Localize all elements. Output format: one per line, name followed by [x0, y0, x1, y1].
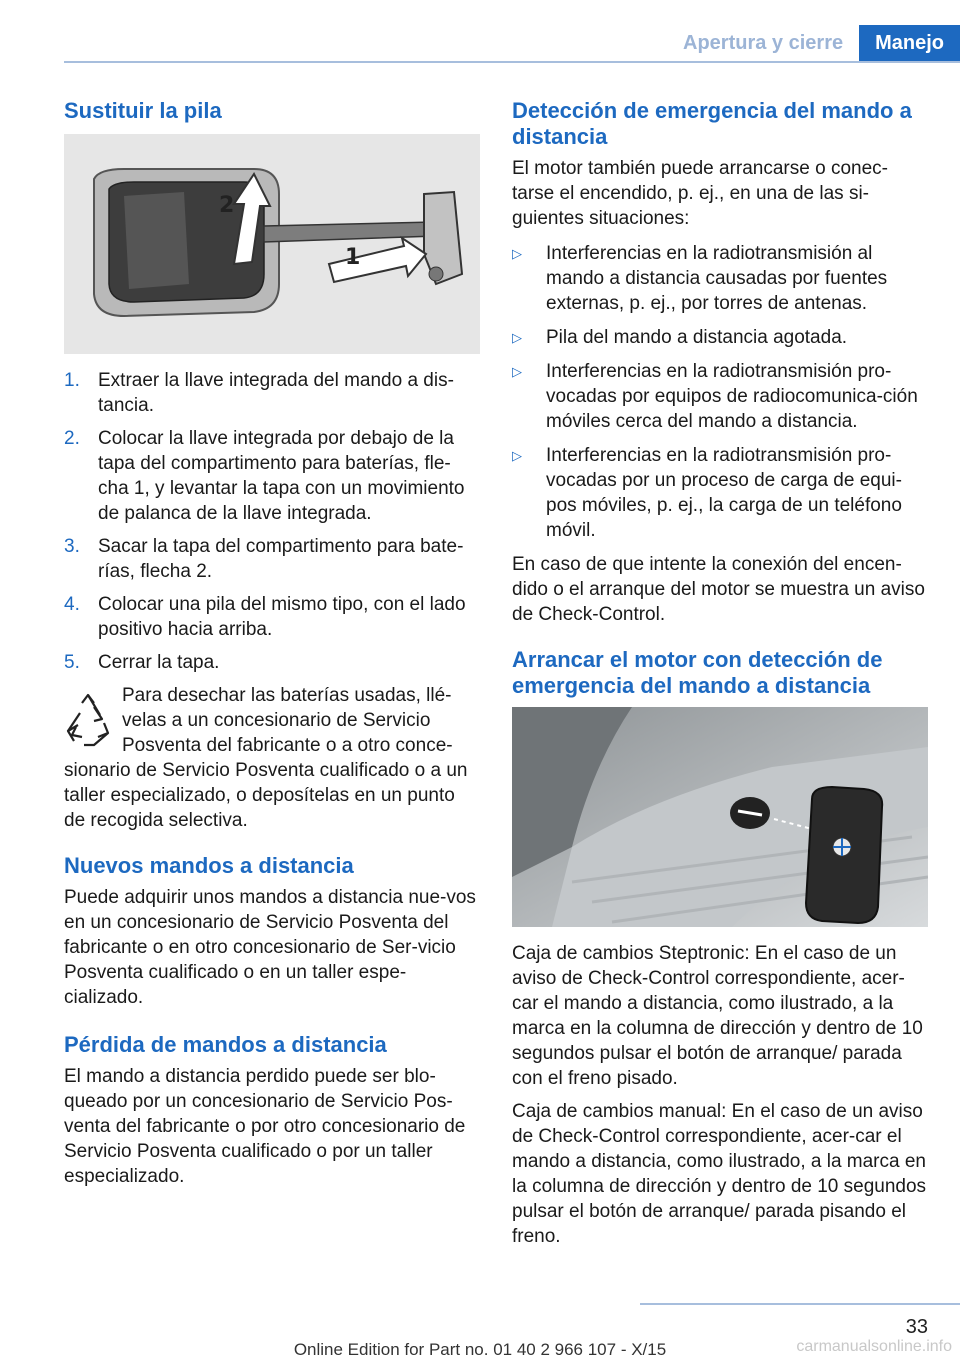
- battery-steps: [64, 368, 480, 675]
- right-column: [512, 98, 928, 1257]
- emergency-bullets: [512, 241, 928, 543]
- start-engine-title: Arrancar el motor con detección de emergencia del mando a distancia: [512, 647, 883, 698]
- new-remotes-title: Nuevos mandos a distancia: [64, 853, 354, 878]
- recycle-icon: [64, 691, 112, 753]
- bullet-text: Interferencias en la radiotransmisión pro-vocadas por un proceso de carga de equi-pos móviles, p. ej., la carga de un teléfono móvil.: [546, 445, 902, 541]
- bullet-text: Pila del mando a distancia agotada.: [546, 327, 848, 348]
- list-item: [64, 650, 480, 675]
- step-text: Colocar una pila del mismo tipo, con el lado positivo hacia arriba.: [98, 594, 466, 640]
- step-number: 4.: [64, 594, 80, 615]
- step-text: Extraer la llave integrada del mando a dis-tancia.: [98, 370, 454, 416]
- list-item: [512, 443, 928, 543]
- list-item: [64, 534, 480, 584]
- emergency-title: Detección de emergencia del mando a distancia: [512, 98, 912, 149]
- steering-column-image: [512, 707, 928, 927]
- list-item: [512, 325, 928, 350]
- watermark: carmanualsonline.info: [796, 1338, 952, 1355]
- page-number: 33: [905, 1316, 928, 1338]
- battery-title: Sustituir la pila: [64, 98, 222, 123]
- note-text: Para desechar las baterías usadas, llé-velas a un concesionario de Servicio Posventa del fabricante o a otro conce-sionario de Servicio Posventa cualificado o a un taller especializado, o deposítelas en un punto de recogida selectiva.: [64, 685, 468, 831]
- header-tabs: [667, 25, 960, 61]
- steptronic-text: Caja de cambios Steptronic: En el caso de un aviso de Check-Control correspondiente, acer-car el mando a distancia, como ilustrado, a la marca en la columna de dirección y dentro de 10 segundos pulsar el botón de arranque/ parada con el freno pisado.: [512, 943, 923, 1089]
- step-text: Sacar la tapa del compartimento para bate-rías, flecha 2.: [98, 536, 464, 582]
- bullet-text: Interferencias en la radiotransmisión pro-vocadas por equipos de radiocomunica-ción móviles cerca del mando a distancia.: [546, 361, 918, 432]
- bullet-icon: ▷: [512, 448, 522, 463]
- steering-column-illustration: [512, 707, 928, 927]
- tab-manejo[interactable]: Manejo: [859, 25, 960, 61]
- list-item: [64, 592, 480, 642]
- step-text: Colocar la llave integrada por debajo de la tapa del compartimento para baterías, fle-cha 1, y levantar la tapa con un movimiento de palanca de la llave integrada.: [98, 428, 465, 524]
- step-number: 5.: [64, 652, 80, 673]
- list-item: [64, 426, 480, 526]
- left-column: [64, 98, 480, 1197]
- list-item: [512, 241, 928, 316]
- key-fob-battery-image: [64, 134, 480, 354]
- emergency-intro: El motor también puede arrancarse o conec-tarse el encendido, p. ej., en una de las si-guientes situaciones:: [512, 158, 888, 229]
- step-text: Cerrar la tapa.: [98, 652, 220, 673]
- recycling-note: [64, 683, 480, 833]
- bullet-icon: ▷: [512, 330, 522, 345]
- step-number: 2.: [64, 428, 80, 449]
- step-number: 3.: [64, 536, 80, 557]
- bullet-icon: ▷: [512, 364, 522, 379]
- bullet-text: Interferencias en la radiotransmisión al mando a distancia causadas por fuentes externas, p. ej., por torres de antenas.: [546, 243, 888, 314]
- list-item: [64, 368, 480, 418]
- emergency-outro: En caso de que intente la conexión del encen-dido o el arranque del motor se muestra un aviso de Check-Control.: [512, 554, 925, 625]
- footer-rule: [640, 1303, 960, 1305]
- figure-number-1: 1: [345, 245, 361, 270]
- list-item: [512, 359, 928, 434]
- footer-edition: Online Edition for Part no. 01 40 2 966 107 - X/15: [293, 1340, 667, 1359]
- tab-apertura-y-cierre[interactable]: Apertura y cierre: [667, 25, 859, 61]
- lost-remotes-title: Pérdida de mandos a distancia: [64, 1032, 387, 1057]
- manual-text: Caja de cambios manual: En el caso de un aviso de Check-Control correspondiente, acer-car el mando a distancia, como ilustrado, a la marca en la columna de dirección y dentro de 10 segundos pulsar el botón de arranque/ parada pisando el freno.: [512, 1101, 927, 1247]
- key-battery-illustration: [64, 134, 480, 354]
- step-number: 1.: [64, 370, 80, 391]
- figure-number-2: 2: [219, 193, 235, 218]
- lost-remotes-text: El mando a distancia perdido puede ser blo-queado por un concesionario de Servicio Pos-venta del fabricante o por otro concesionario de Servicio Posventa cualificado o por un taller especializado.: [64, 1066, 466, 1187]
- header-rule: [64, 61, 960, 63]
- new-remotes-text: Puede adquirir unos mandos a distancia nue-vos en un concesionario de Servicio Posventa del fabricante o en otro concesionario de Ser-vicio Posventa cualificado o en un taller espe-cializado.: [64, 887, 476, 1008]
- bullet-icon: ▷: [512, 246, 522, 261]
